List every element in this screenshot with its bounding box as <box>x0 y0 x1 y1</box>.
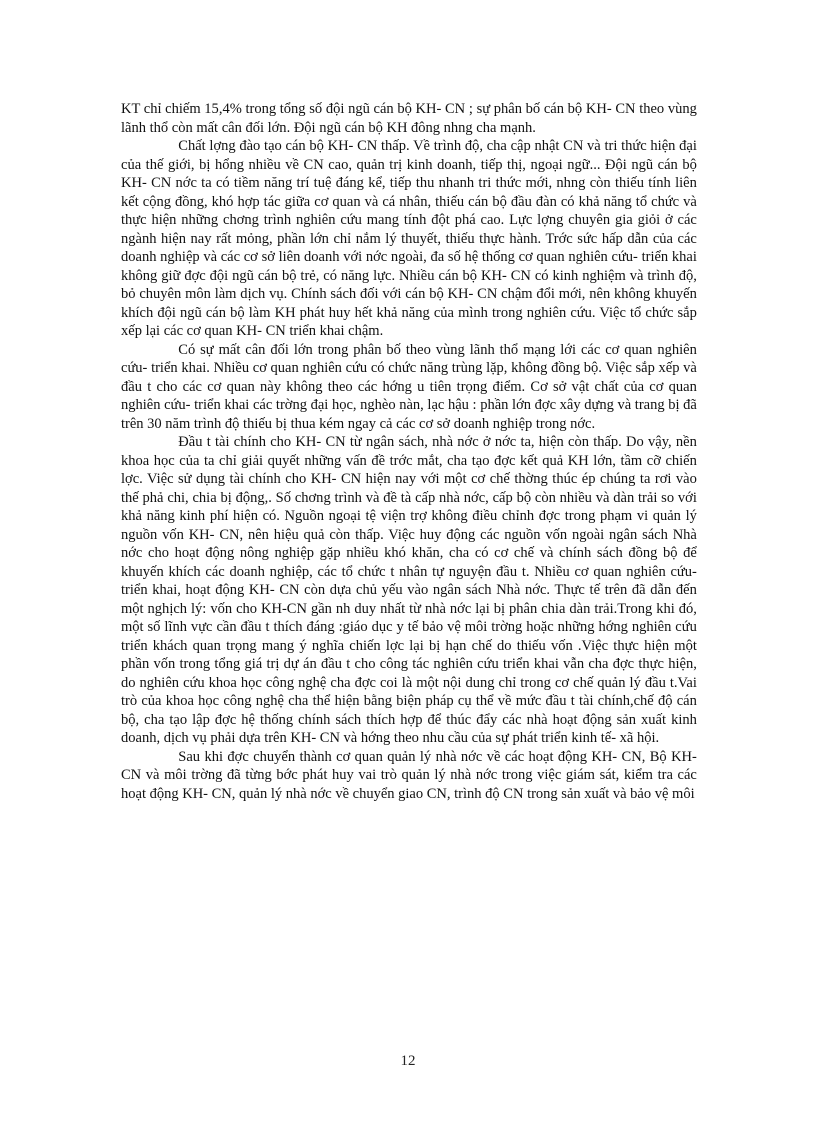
paragraph-regional-imbalance: Có sự mất cân đối lớn trong phân bố theo vùng lãnh thổ mạng lới các cơ quan nghiên cứu- triển khai. Nhiều cơ quan nghiên cứu có chức năng trùng lặp, không đồng bộ. Việc sắp xếp và đầu t cho các cơ quan này không theo các hớng u tiên trọng điểm. Cơ sở vật chất của cơ quan nghiên cứu- triển khai các trờng đại học, nghèo nàn, lạc hậu : phần lớn đợc xây dựng và trang bị đã trên 30 năm trình độ thiếu bị thua kém ngay cả các cơ sở doanh nghiệp trong nớc. <box>121 340 697 432</box>
paragraph-financial-investment: Đầu t tài chính cho KH- CN từ ngân sách, nhà nớc ở nớc ta, hiện còn thấp. Do vậy, nền khoa học của ta chỉ giải quyết những vấn đề trớc mắt, cha tạo đợc kết quả KH lớn, tầm cỡ chiến lợc. Việc sử dụng tài chính cho KH- CN hiện nay với một cơ chế thờng thúc ép chúng ta rơi vào thế phả chi, chia bị động,. Số chơng trình và đề tà cấp nhà nớc, cấp bộ còn nhiều và dàn trải so với khả năng kinh phí hiện có. Nguồn ngoại tệ viện trợ không điều chỉnh đợc trong phạm vi quản lý nguồn vốn KH- CN, nên hiệu quả còn thấp. Việc huy động các nguồn vốn ngoài ngân sách Nhà nớc cho hoạt động nông nghiệp gặp nhiều khó khăn, cha có cơ chế và chính sách đồng bộ để khuyến khích các doanh nghiệp, các tổ chức t nhân tự nguyện đầu t. Nhiều cơ quan nghiên cứu- triển khai, hoạt động KH- CN còn dựa chủ yếu vào ngân sách Nhà nớc. Thực tế trên đã dẫn đến một nghịch lý: vốn cho KH-CN gần nh duy nhất từ nhà nớc lại bị phân chia dàn trải.Trong khi đó, một số lĩnh vực cần đầu t thích đáng :giáo dục y tế bảo vệ môi trờng hoặc những hớng nghiên cứu triển khách quan trọng mang ý nghĩa chiến lợc lại bị hạn chế do thiếu vốn .Việc thực hiện một phần vốn trong tổng giá trị dự án đầu t cho công tác nghiên cứu triển khai vẫn cha đợc thực hiện, do nghiên cứu khoa học công nghệ cha đợc coi là một nội dung chỉ trong cơ chế quản lý đầu t.Vai trò của khoa học công nghệ cha thể hiện bằng biện pháp cụ thể về mức đầu t tài chính,chế độ cán bộ, cha tạo lập đợc hệ thống chính sách thích hợp để thúc đẩy các nhà hoạt động sản xuất kinh doanh, dịch vụ phải dựa trên KH- CN và hớng theo nhu cầu của sự phát triển kinh tế- xã hội. <box>121 433 697 746</box>
paragraph-continued: KT chỉ chiếm 15,4% trong tổng số đội ngũ cán bộ KH- CN ; sự phân bố cán bộ KH- CN theo vùng lãnh thổ còn mất cân đối lớn. Đội ngũ cán bộ KH đông nhng cha mạnh. <box>121 100 697 136</box>
paragraph-state-management: Sau khi đợc chuyển thành cơ quan quản lý nhà nớc về các hoạt động KH- CN, Bộ KH- CN và môi trờng đã từng bớc phát huy vai trò quản lý nhà nớc trong việc giám sát, kiểm tra các hoạt động KH- CN, quản lý nhà nớc về chuyển giao CN, trình độ CN trong sản xuất và bảo vệ môi <box>121 747 697 802</box>
page-number: 12 <box>400 1053 416 1069</box>
document-body <box>121 100 697 803</box>
paragraph-training-quality: Chất lợng đào tạo cán bộ KH- CN thấp. Về trình độ, cha cập nhật CN và tri thức hiện đại của thế giới, bị hổng nhiều về CN cao, quản trị kinh doanh, tiếp thị, ngoại ngữ... Đội ngũ cán bộ KH- CN nớc ta có tiềm năng trí tuệ đáng kể, tiếp thu nhanh tri thức mới, nhng còn thiếu tính liên kết cộng đồng, khó hợp tác giữa cơ quan và cá nhân, thiếu cán bộ đầu đàn có khả năng tổ chức và thực hiện những chơng trình nghiên cứu mang tính đột phá cao. Lực lợng chuyên gia giỏi ở các ngành hiện nay rất mỏng, phần lớn chỉ nắm lý thuyết, thiếu thực hành. Trớc sức hấp dẫn của các doanh nghiệp và các cơ sở liên doanh với nớc ngoài, đa số hệ thống cơ quan nghiên cứu- triển khai không giữ đợc đội ngũ cán bộ trẻ, có năng lực. Nhiều cán bộ KH- CN có kinh nghiệm và trình độ, bỏ chuyên môn làm dịch vụ. Chính sách đối với cán bộ KH- CN chậm đổi mới, nên không khuyến khích đội ngũ cán bộ làm KH phát huy hết khả năng của mình trong nghiên cứu. Việc tổ chức sắp xếp lại các cơ quan KH- CN triển khai chậm. <box>121 137 697 339</box>
